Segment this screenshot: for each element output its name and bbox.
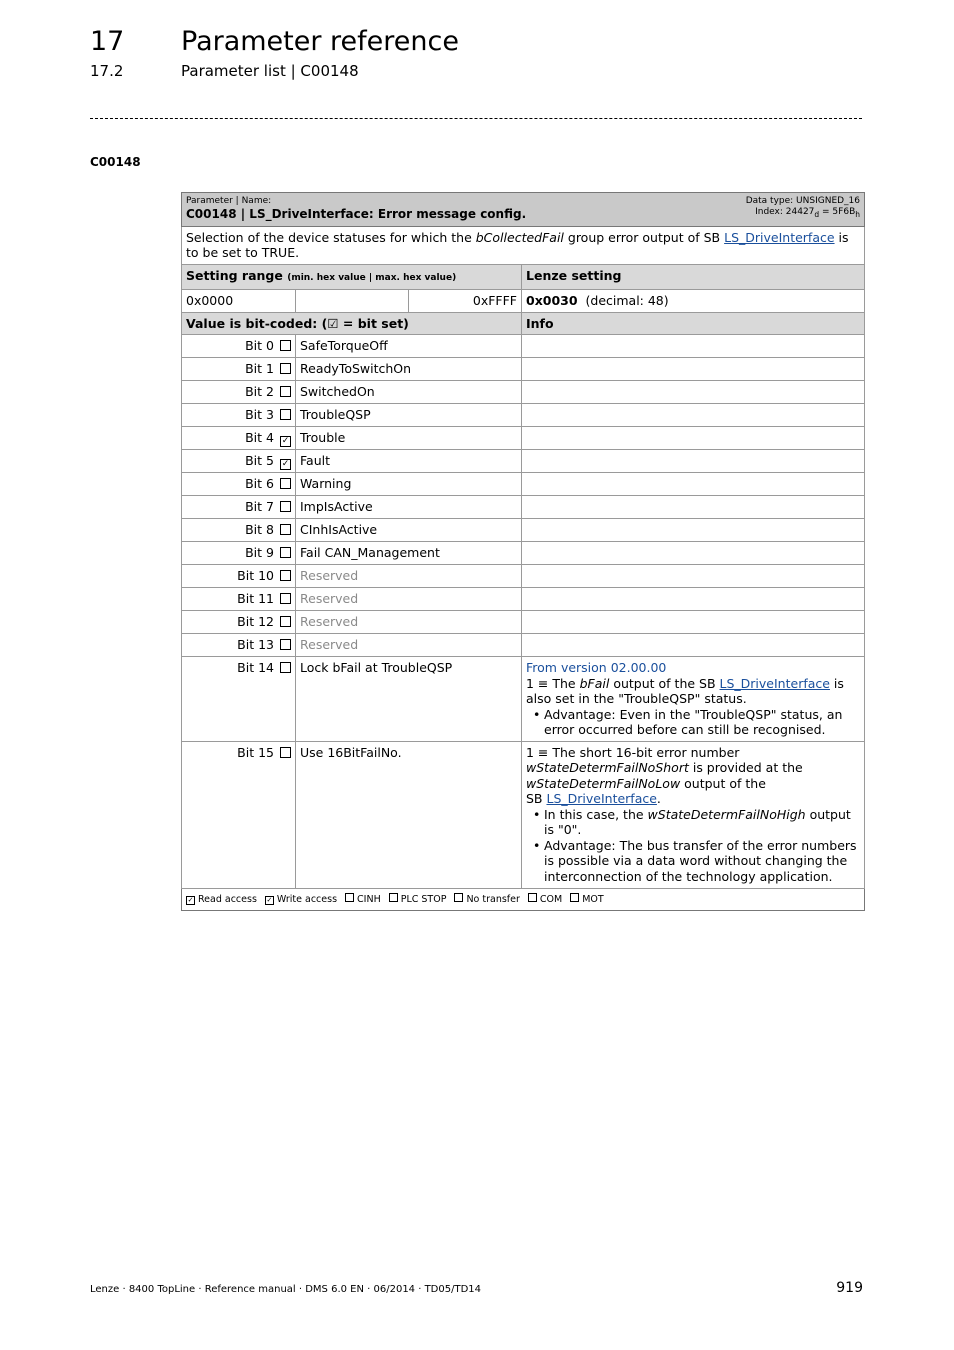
access-flag: PLC STOP (389, 894, 447, 905)
access-flag: ✓ Write access (266, 893, 338, 905)
info-bullet: • Advantage: The bus transfer of the error numbers is possible via a data word without changing the interconnection of the technology application. (544, 838, 860, 885)
bit-row-4: Bit 4 ✓ Trouble (182, 427, 865, 450)
bit-row-10: Bit 10 Reserved (182, 565, 865, 588)
bit-name: SafeTorqueOff (296, 335, 522, 358)
lenze-setting-value: 0x0030 (decimal: 48) (522, 290, 865, 313)
bit-row-3: Bit 3 TroubleQSP (182, 404, 865, 427)
version-note: From version 02.00.00 (526, 660, 667, 675)
bit-name: Warning (296, 473, 522, 496)
bit-info (522, 496, 865, 519)
bit-row-5: Bit 5 ✓ Fault (182, 450, 865, 473)
bit-row-2: Bit 2 SwitchedOn (182, 381, 865, 404)
table-header-row (182, 193, 865, 227)
bit-name: Reserved (296, 588, 522, 611)
bit-row-12: Bit 12 Reserved (182, 611, 865, 634)
checkbox-icon (280, 524, 291, 535)
page-number: 919 (836, 1280, 863, 1296)
param-label: Parameter | Name: (186, 196, 272, 206)
checkbox-icon (280, 363, 291, 374)
bit-row-7: Bit 7 ImpIsActive (182, 496, 865, 519)
checkbox-icon (280, 570, 291, 581)
bit-info (522, 335, 865, 358)
checkbox-icon (454, 893, 463, 902)
bit-name: TroubleQSP (296, 404, 522, 427)
checkbox-icon (280, 639, 291, 650)
checkbox-icon (280, 616, 291, 627)
bit-row-0: Bit 0 SafeTorqueOff (182, 335, 865, 358)
bit-info (522, 473, 865, 496)
bit-name: Lock bFail at TroubleQSP (296, 657, 522, 742)
bit-row-11: Bit 11 Reserved (182, 588, 865, 611)
index-info: Index: $24427_d = 5F6B_h$ (755, 207, 861, 219)
bit-row-15: Bit 15 Use 16BitFailNo. 1 ≡ The short 16-bit error number wStateDetermFailNoShort is provided at the wStateDetermFailNoLow output of the SB LS_DriveInterface. • In this case, the wStateDetermFailNoHigh output is "0". • Advantage: The bus transfer of the error numbers is possible via a data word without changing the interconnection of the technology application. (182, 741, 865, 888)
parameter-heading: C00148 (90, 155, 141, 169)
bit-name: ReadyToSwitchOn (296, 358, 522, 381)
bit-info (522, 634, 865, 657)
section-title: Parameter list | C00148 (181, 62, 359, 80)
chapter-number: 17 (90, 26, 125, 57)
checkbox-icon (280, 747, 291, 758)
access-flag: CINH (345, 894, 381, 905)
ls-driveinterface-link[interactable]: LS_DriveInterface (724, 229, 835, 245)
bit-name: Reserved (296, 611, 522, 634)
bit-info (522, 542, 865, 565)
bit-row-8: Bit 8 CInhIsActive (182, 519, 865, 542)
checked-box-icon: ✓ (266, 895, 273, 904)
bit-row-1: Bit 1 ReadyToSwitchOn (182, 358, 865, 381)
data-type: Data type: UNSIGNED_16 (745, 196, 861, 206)
bit-row-6: Bit 6 Warning (182, 473, 865, 496)
checkbox-icon (389, 893, 398, 902)
bit-info (522, 404, 865, 427)
page-footer: Lenze · 8400 TopLine · Reference manual · DMS 6.0 EN · 06/2014 · TD05/TD14 (90, 1284, 482, 1295)
bit-name: Reserved (296, 565, 522, 588)
bit-row-13: Bit 13 Reserved (182, 634, 865, 657)
bit-info (522, 427, 865, 450)
data-type-info (746, 196, 860, 220)
checkbox-icon (280, 501, 291, 512)
parameter-table (181, 192, 865, 911)
bit-name: Use 16BitFailNo. (296, 741, 522, 888)
bit-info (522, 588, 865, 611)
access-flag: No transfer (454, 894, 519, 905)
chapter-title: Parameter reference (181, 26, 459, 57)
bitcoded-header: Value is bit-coded: (☑ = bit set) Info (182, 312, 865, 335)
bit-name: Fault (296, 450, 522, 473)
bit-info (522, 450, 865, 473)
ls-driveinterface-link[interactable]: LS_DriveInterface (719, 675, 830, 691)
setting-range-header: Setting range (min. hex value | max. hex value) Lenze setting (182, 264, 865, 290)
checkbox-icon (280, 409, 291, 420)
checkbox-icon (280, 662, 291, 673)
bit-name: ImpIsActive (296, 496, 522, 519)
checkbox-icon (280, 593, 291, 604)
section-number: 17.2 (90, 62, 124, 80)
bit-info (522, 358, 865, 381)
bit-name: CInhIsActive (296, 519, 522, 542)
checkbox-icon (570, 893, 579, 902)
access-flag: MOT (570, 894, 603, 905)
checkbox-icon (280, 386, 291, 397)
access-flag: COM (528, 894, 562, 905)
bit-info: From version 02.00.00 1 ≡ The bFail output of the SB LS_DriveInterface is also set in the "TroubleQSP" status. • Advantage: Even in the "TroubleQSP" status, an error occurred before can still be recognised. (522, 657, 865, 742)
max-value: 0xFFFF (409, 290, 522, 313)
bit-name: Reserved (296, 634, 522, 657)
min-value: 0x0000 (182, 290, 296, 313)
dashed-divider (90, 118, 862, 119)
checked-box-icon: ✓ (187, 895, 194, 904)
bit-row-9: Bit 9 Fail CAN_Management (182, 542, 865, 565)
bit-info: 1 ≡ The short 16-bit error number wStateDetermFailNoShort is provided at the wStateDetermFailNoLow output of the SB LS_DriveInterface. • In this case, the wStateDetermFailNoHigh output is "0". • Advantage: The bus transfer of the error numbers is possible via a data word without changing the interconnection of the technology application. (522, 741, 865, 888)
access-flag: ✓ Read access (187, 893, 257, 905)
checkbox-icon (280, 547, 291, 558)
bit-name: Fail CAN_Management (296, 542, 522, 565)
bit-info (522, 611, 865, 634)
checked-box-icon: ✓ (281, 436, 290, 446)
bit-info (522, 381, 865, 404)
description-row: Selection of the device statuses for which the bCollectedFail group error output of SB LS_DriveInterface is to be set to TRUE. (182, 226, 865, 264)
bit-info (522, 519, 865, 542)
info-bullet: • In this case, the wStateDetermFailNoHigh output is "0". (544, 807, 860, 838)
checkbox-icon (280, 340, 291, 351)
checkbox-icon (528, 893, 537, 902)
checked-box-icon: ✓ (281, 459, 290, 469)
bit-info (522, 565, 865, 588)
setting-range-row (182, 290, 865, 313)
access-footer-row (182, 888, 865, 911)
bit-name: Trouble (296, 427, 522, 450)
param-title: C00148 | LS_DriveInterface: Error message config. (186, 207, 527, 221)
checkbox-icon (280, 478, 291, 489)
ls-driveinterface-link[interactable]: LS_DriveInterface (546, 791, 657, 806)
bit-name: SwitchedOn (296, 381, 522, 404)
checkbox-icon (345, 893, 354, 902)
info-bullet: • Advantage: Even in the "TroubleQSP" status, an error occurred before can still be recognised. (544, 707, 860, 738)
bit-row-14: Bit 14 Lock bFail at TroubleQSP From version 02.00.00 1 ≡ The bFail output of the SB LS_DriveInterface is also set in the "TroubleQSP" status. • Advantage: Even in the "TroubleQSP" status, an error occurred before can still be recognised. (182, 657, 865, 742)
